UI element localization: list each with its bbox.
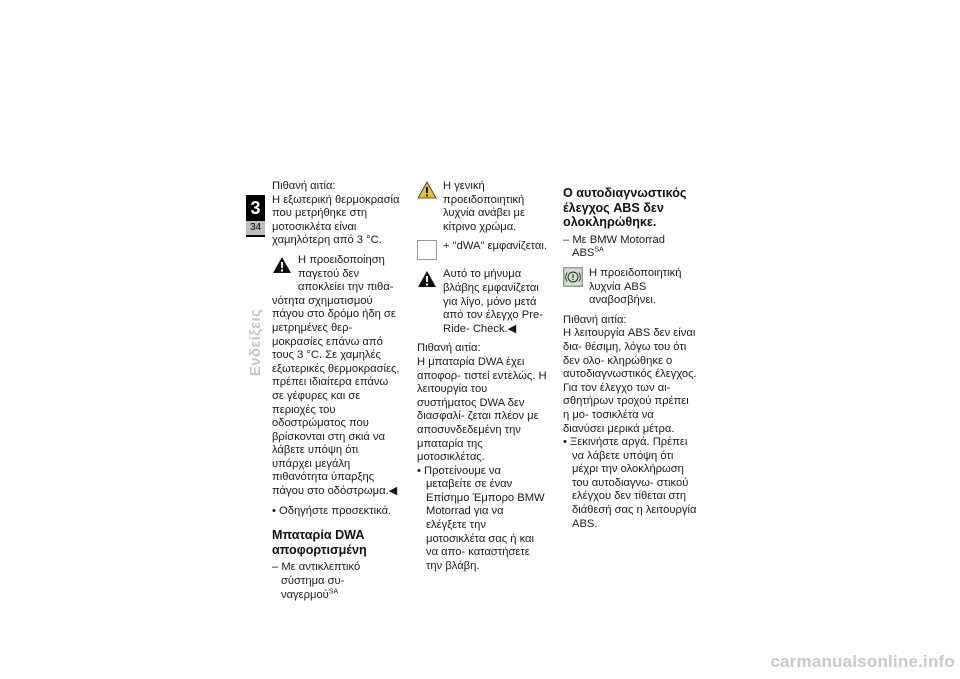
- message-warning: [417, 268, 547, 336]
- cause-label: Πιθανή αιτία:: [272, 180, 336, 192]
- section-title-vertical: Ενδείξεις: [247, 308, 265, 376]
- yellow-warning-icon: [417, 181, 437, 199]
- dash-item: – Με BMW Motorrad $ABS^{SA}$: [563, 233, 665, 260]
- abs-warning-light: [563, 267, 698, 308]
- cause-label: Πιθανή αιτία:: [563, 313, 627, 326]
- column-3: [563, 180, 698, 531]
- abs-heading: Ο αυτοδιαγνωστικός έλεγχος ABS δεν ολοκληρώθηκε.: [563, 186, 687, 230]
- warning-text-rest: νότητα σχηματισμού πάγου στο δρόμο ήδη σε μετρημένες θερ- μοκρασίες επάνω από τους 3 °C. Σε χαμηλές εξωτερικές θερμοκρασίες, πρέπει ιδιαίτερα επάνω σε γέφυρες και σε περιοχές του οδοστρώματος που βρίσκονται στη σκιά να λάβετε υπόψη ότι υπάρχει μεγάλη πιθανότητα ύπαρξης πάγου στο οδόστρωμα.◀: [272, 294, 400, 498]
- column-1: [272, 180, 400, 602]
- abs-light-icon: [563, 267, 583, 287]
- display-box-icon: [417, 240, 437, 260]
- cause-label: Πιθανή αιτία:: [417, 342, 481, 355]
- abs-light-text: Η προειδοποιητική λυχνία ABS αναβοσβήνει.: [589, 266, 682, 307]
- chapter-tab: [246, 195, 265, 237]
- message-text: Αυτό το μήνυμα βλάβης εμφανίζεται για λίγο, μόνο μετά από τον έλεγχο Pre-Ride- Check.◀: [443, 268, 543, 335]
- page-number: 34: [246, 221, 265, 235]
- bullet-item: • Ξεκινήστε αργά. Πρέπει να λάβετε υπόψη ότι μέχρι την ολοκλήρωση του αυτοδιαγνω- στικού ελέγχου δεν τίθεται στη διάθεσή σας η λειτουργία ABS.: [563, 436, 697, 530]
- cause-text: Η εξωτερική θερμοκρασία που μετρήθηκε στη μοτοσικλέτα είναι χαμηλότερη από 3 °C.: [272, 193, 400, 247]
- dwa-display-text: + "dWA" εμφανίζεται.: [443, 240, 547, 253]
- warning-triangle-icon: [417, 270, 437, 288]
- general-warning-light: [417, 180, 547, 234]
- warning-text-first: Η προειδοποίηση παγετού δεν αποκλείει την πιθα-: [298, 253, 394, 294]
- watermark: carmanualsonline.info: [770, 652, 955, 671]
- chapter-number: 3: [250, 198, 261, 218]
- column-2: [417, 180, 547, 573]
- warning-triangle-icon: [272, 256, 292, 274]
- general-light-text: Η γενική προειδοποιητική λυχνία ανάβει με κίτρινο χρώμα.: [443, 180, 525, 233]
- dwa-display-row: [417, 240, 547, 262]
- cause-text: Η μπαταρία DWA έχει αποφορ- τιστεί εντελώς. Η λειτουργία του συστήματος DWA δεν διασφαλί- ζεται πλέον με αποσυνδεδεμένη την μπαταρία της μοτοσικλέτας.: [417, 355, 547, 464]
- bullet-item: • Προτείνουμε να μεταβείτε σε έναν Επίσημο Έμπορο BMW Motorrad για να ελέγξετε την μοτοσικλέτα σας ή και να απο- καταστήσετε την βλάβη.: [417, 464, 545, 572]
- dash-item: – Με αντικλεπτικό σύστημα συ- ναγερμού$^{SA}$: [272, 561, 361, 601]
- cause-text: Η λειτουργία ABS δεν είναι δια- θέσιμη, λόγω του ότι δεν ολο- κληρώθηκε ο αυτοδιαγνωστικός έλεγχος. Για τον έλεγχο των αι- σθητήρων τροχού πρέπει η μο- τοσικλέτα να διανύσει μερικά μέτρα.: [563, 327, 697, 435]
- bullet-item: • Οδηγήστε προσεκτικά.: [272, 504, 392, 517]
- frost-warning: [272, 254, 400, 499]
- battery-heading: Μπαταρία DWA αποφορτισμένη: [272, 528, 367, 557]
